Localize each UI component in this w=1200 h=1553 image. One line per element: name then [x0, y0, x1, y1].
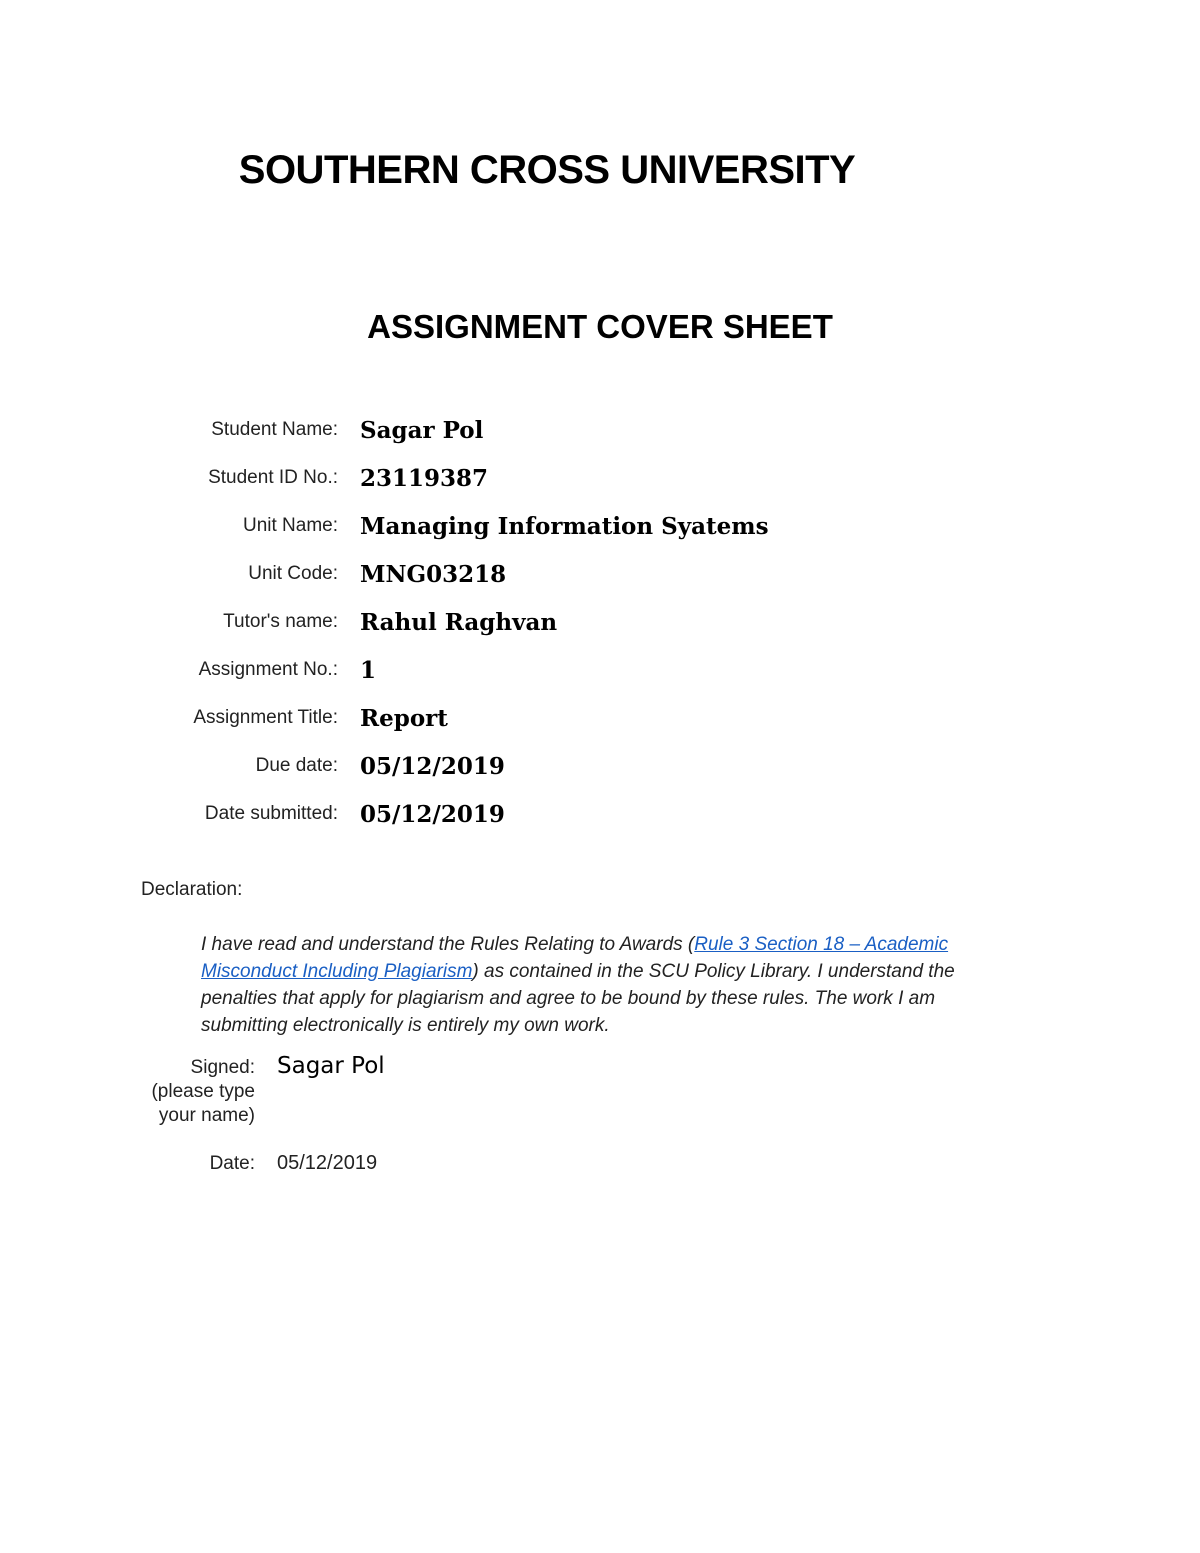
- field-unit-name: [0, 515, 1200, 555]
- field-assignment-title: [0, 707, 1200, 747]
- field-value: 1: [360, 657, 377, 684]
- field-label: Student ID No.:: [208, 467, 338, 488]
- date-label: Date:: [209, 1153, 255, 1174]
- field-value: 05/12/2019: [360, 753, 505, 780]
- signed-label-line2: (please type: [151, 1081, 255, 1102]
- field-label: Assignment Title:: [193, 707, 338, 728]
- cover-sheet-title: ASSIGNMENT COVER SHEET: [367, 308, 833, 345]
- declaration-text-before: I have read and understand the Rules Relating to Awards (: [201, 934, 695, 955]
- field-student-name: [0, 419, 1200, 459]
- field-label: Due date:: [255, 755, 338, 776]
- field-value: Report: [360, 705, 448, 732]
- field-unit-code: [0, 563, 1200, 603]
- declaration-label: Declaration:: [141, 879, 243, 900]
- field-due-date: [0, 755, 1200, 795]
- field-label: Student Name:: [211, 419, 338, 440]
- field-label: Unit Code:: [248, 563, 338, 584]
- field-value: 23119387: [360, 465, 489, 492]
- field-label: Assignment No.:: [198, 659, 338, 680]
- declaration-text-after: ) as contained in the SCU Policy Library. I understand the penalties that apply for plagiarism and agree to be bound by these rules. The work I am submitting electronically is entirely my own work.: [201, 961, 955, 1036]
- date-value: 05/12/2019: [277, 1152, 378, 1174]
- signed-label: [151, 1056, 255, 1128]
- signed-label-line3: your name): [158, 1105, 255, 1126]
- field-label: Date submitted:: [204, 803, 338, 824]
- field-value: MNG03218: [360, 561, 507, 588]
- field-value: Managing Information Syatems: [360, 513, 769, 540]
- field-date-submitted: [0, 803, 1200, 843]
- field-value: 05/12/2019: [360, 801, 505, 828]
- field-label: Tutor's name:: [223, 611, 338, 632]
- field-assignment-no: [0, 659, 1200, 699]
- field-value: Sagar Pol: [360, 417, 484, 444]
- signed-name-value: Sagar Pol: [277, 1053, 385, 1079]
- field-value: Rahul Raghvan: [360, 609, 558, 636]
- signed-label-line1: Signed:: [190, 1057, 255, 1078]
- policy-link[interactable]: Rule 3 Section 18 – Academic Misconduct Including Plagiarism: [201, 934, 949, 982]
- declaration-text: [201, 931, 1001, 1039]
- field-label: Unit Name:: [242, 515, 338, 536]
- field-tutor-name: [0, 611, 1200, 651]
- field-student-id: [0, 467, 1200, 507]
- university-title: SOUTHERN CROSS UNIVERSITY: [238, 148, 856, 192]
